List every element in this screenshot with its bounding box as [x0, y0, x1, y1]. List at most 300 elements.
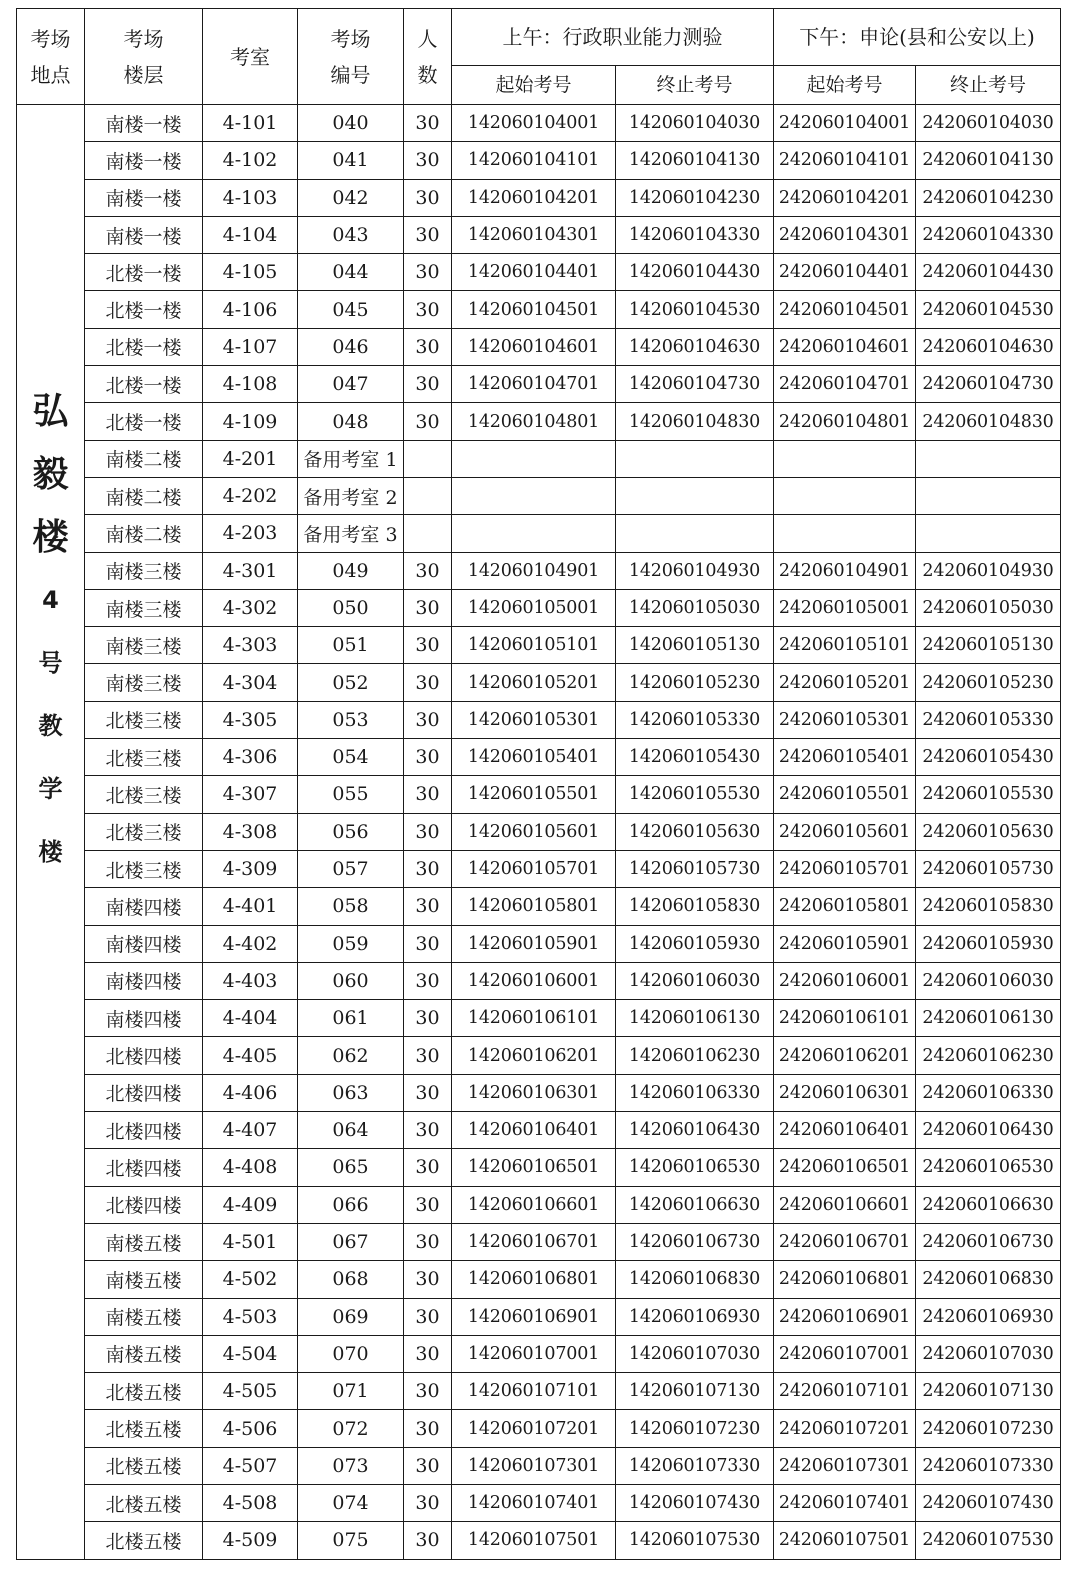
- floor-cell: 南楼一楼: [85, 179, 203, 216]
- morning-end-cell: 142060106030: [616, 962, 774, 999]
- count-cell: 30: [404, 776, 452, 813]
- venue-number-cell: 065: [298, 1149, 404, 1186]
- classroom-cell: 4-501: [203, 1223, 298, 1260]
- morning-start-cell: 142060104801: [452, 403, 616, 440]
- venue-number-cell: 058: [298, 888, 404, 925]
- header-morning-start: 起始考号: [452, 66, 616, 105]
- floor-cell: 北楼五楼: [85, 1410, 203, 1447]
- classroom-cell: 4-507: [203, 1447, 298, 1484]
- classroom-cell: 4-306: [203, 739, 298, 776]
- classroom-cell: 4-409: [203, 1186, 298, 1223]
- venue-name-char: 毅: [32, 453, 69, 495]
- table-row: [17, 291, 1061, 328]
- venue-number-cell: 062: [298, 1037, 404, 1074]
- morning-start-cell: 142060104901: [452, 552, 616, 589]
- count-cell: 30: [404, 1186, 452, 1223]
- afternoon-end-cell: 242060106230: [916, 1037, 1061, 1074]
- venue-number-cell: 070: [298, 1335, 404, 1372]
- morning-end-cell: 142060105230: [616, 664, 774, 701]
- venue-name-char: 弘: [32, 390, 69, 432]
- afternoon-end-cell: 242060106130: [916, 1000, 1061, 1037]
- afternoon-end-cell: 242060105930: [916, 925, 1061, 962]
- afternoon-end-cell: 242060105030: [916, 589, 1061, 626]
- floor-cell: 南楼四楼: [85, 1000, 203, 1037]
- floor-cell: 北楼四楼: [85, 1037, 203, 1074]
- afternoon-start-cell: 242060104501: [774, 291, 916, 328]
- afternoon-end-cell: 242060104130: [916, 142, 1061, 179]
- venue-number-cell: 备用考室 1: [298, 440, 404, 477]
- venue-number-cell: 067: [298, 1223, 404, 1260]
- afternoon-end-cell: 242060107330: [916, 1447, 1061, 1484]
- classroom-cell: 4-407: [203, 1112, 298, 1149]
- floor-cell: 南楼三楼: [85, 664, 203, 701]
- afternoon-start-cell: 242060105501: [774, 776, 916, 813]
- venue-number-cell: 046: [298, 328, 404, 365]
- afternoon-start-cell: 242060106801: [774, 1261, 916, 1298]
- afternoon-end-cell: 242060104730: [916, 366, 1061, 403]
- table-row: [17, 589, 1061, 626]
- afternoon-end-cell: 242060106030: [916, 962, 1061, 999]
- venue-number-cell: 071: [298, 1373, 404, 1410]
- count-cell: 30: [404, 850, 452, 887]
- venue-number-cell: 056: [298, 813, 404, 850]
- morning-end-cell: 142060104030: [616, 105, 774, 142]
- classroom-cell: 4-107: [203, 328, 298, 365]
- afternoon-end-cell: 242060107430: [916, 1484, 1061, 1521]
- count-cell: [404, 477, 452, 514]
- morning-start-cell: 142060106701: [452, 1223, 616, 1260]
- floor-cell: 南楼五楼: [85, 1223, 203, 1260]
- morning-end-cell: 142060105630: [616, 813, 774, 850]
- afternoon-start-cell: [774, 515, 916, 552]
- count-cell: 30: [404, 813, 452, 850]
- afternoon-start-cell: 242060104801: [774, 403, 916, 440]
- afternoon-start-cell: 242060105101: [774, 627, 916, 664]
- morning-start-cell: 142060105401: [452, 739, 616, 776]
- venue-number-cell: 054: [298, 739, 404, 776]
- morning-start-cell: 142060107401: [452, 1484, 616, 1521]
- morning-end-cell: 142060104130: [616, 142, 774, 179]
- afternoon-end-cell: [916, 515, 1061, 552]
- venue-number-cell: 053: [298, 701, 404, 738]
- afternoon-start-cell: 242060106001: [774, 962, 916, 999]
- header-venue-floor: 考场楼层: [85, 9, 203, 105]
- afternoon-start-cell: 242060104301: [774, 216, 916, 253]
- venue-number-cell: 075: [298, 1522, 404, 1559]
- classroom-cell: 4-109: [203, 403, 298, 440]
- morning-start-cell: 142060105701: [452, 850, 616, 887]
- classroom-cell: 4-404: [203, 1000, 298, 1037]
- floor-cell: 北楼一楼: [85, 366, 203, 403]
- morning-end-cell: 142060104730: [616, 366, 774, 403]
- classroom-cell: 4-105: [203, 254, 298, 291]
- venue-name-cell: [17, 105, 85, 1560]
- morning-end-cell: [616, 477, 774, 514]
- table-row: [17, 179, 1061, 216]
- afternoon-start-cell: 242060106401: [774, 1112, 916, 1149]
- classroom-cell: 4-406: [203, 1074, 298, 1111]
- classroom-cell: 4-101: [203, 105, 298, 142]
- classroom-cell: 4-402: [203, 925, 298, 962]
- count-cell: 30: [404, 664, 452, 701]
- count-cell: 30: [404, 179, 452, 216]
- afternoon-start-cell: 242060107501: [774, 1522, 916, 1559]
- floor-cell: 南楼二楼: [85, 477, 203, 514]
- afternoon-start-cell: 242060105701: [774, 850, 916, 887]
- venue-number-cell: 042: [298, 179, 404, 216]
- classroom-cell: 4-305: [203, 701, 298, 738]
- header-venue-location: 考场地点: [17, 9, 85, 105]
- morning-end-cell: [616, 440, 774, 477]
- floor-cell: 北楼三楼: [85, 850, 203, 887]
- count-cell: 30: [404, 589, 452, 626]
- morning-end-cell: 142060107230: [616, 1410, 774, 1447]
- count-cell: 30: [404, 888, 452, 925]
- afternoon-end-cell: [916, 440, 1061, 477]
- afternoon-start-cell: [774, 440, 916, 477]
- morning-start-cell: 142060105501: [452, 776, 616, 813]
- afternoon-start-cell: 242060105901: [774, 925, 916, 962]
- count-cell: [404, 440, 452, 477]
- header-classroom: 考室: [203, 9, 298, 105]
- table-row: [17, 216, 1061, 253]
- afternoon-end-cell: 242060106630: [916, 1186, 1061, 1223]
- classroom-cell: 4-403: [203, 962, 298, 999]
- floor-cell: 南楼五楼: [85, 1261, 203, 1298]
- table-row: [17, 813, 1061, 850]
- floor-cell: 南楼五楼: [85, 1335, 203, 1372]
- morning-start-cell: 142060106901: [452, 1298, 616, 1335]
- morning-end-cell: 142060106930: [616, 1298, 774, 1335]
- morning-end-cell: 142060104430: [616, 254, 774, 291]
- count-cell: 30: [404, 328, 452, 365]
- venue-number-cell: 064: [298, 1112, 404, 1149]
- afternoon-start-cell: 242060104401: [774, 254, 916, 291]
- count-cell: 30: [404, 1223, 452, 1260]
- count-cell: 30: [404, 1112, 452, 1149]
- table-row: [17, 850, 1061, 887]
- venue-number-cell: 074: [298, 1484, 404, 1521]
- afternoon-end-cell: 242060104630: [916, 328, 1061, 365]
- morning-end-cell: 142060106230: [616, 1037, 774, 1074]
- morning-start-cell: [452, 515, 616, 552]
- table-row: [17, 1298, 1061, 1335]
- table-row: [17, 1149, 1061, 1186]
- table-row: [17, 328, 1061, 365]
- header-count: 人数: [404, 9, 452, 105]
- classroom-cell: 4-309: [203, 850, 298, 887]
- count-cell: 30: [404, 1410, 452, 1447]
- afternoon-start-cell: 242060106701: [774, 1223, 916, 1260]
- afternoon-start-cell: 242060107401: [774, 1484, 916, 1521]
- morning-start-cell: 142060106001: [452, 962, 616, 999]
- morning-end-cell: 142060107330: [616, 1447, 774, 1484]
- morning-start-cell: 142060106501: [452, 1149, 616, 1186]
- morning-start-cell: 142060104601: [452, 328, 616, 365]
- floor-cell: 北楼五楼: [85, 1484, 203, 1521]
- floor-cell: 南楼二楼: [85, 440, 203, 477]
- classroom-cell: 4-505: [203, 1373, 298, 1410]
- count-cell: 30: [404, 254, 452, 291]
- table-row: [17, 1223, 1061, 1260]
- floor-cell: 北楼一楼: [85, 291, 203, 328]
- venue-name-char: 4: [42, 585, 59, 614]
- table-row: [17, 1261, 1061, 1298]
- afternoon-start-cell: 242060106901: [774, 1298, 916, 1335]
- morning-start-cell: 142060104001: [452, 105, 616, 142]
- morning-end-cell: 142060105330: [616, 701, 774, 738]
- venue-number-cell: 050: [298, 589, 404, 626]
- morning-start-cell: 142060105801: [452, 888, 616, 925]
- morning-end-cell: 142060105730: [616, 850, 774, 887]
- afternoon-end-cell: 242060104830: [916, 403, 1061, 440]
- morning-end-cell: 142060107130: [616, 1373, 774, 1410]
- afternoon-end-cell: 242060106930: [916, 1298, 1061, 1335]
- floor-cell: 北楼一楼: [85, 403, 203, 440]
- morning-end-cell: 142060106830: [616, 1261, 774, 1298]
- table-row: [17, 1335, 1061, 1372]
- count-cell: 30: [404, 739, 452, 776]
- table-row: [17, 925, 1061, 962]
- floor-cell: 北楼三楼: [85, 776, 203, 813]
- venue-number-cell: 043: [298, 216, 404, 253]
- venue-number-cell: 045: [298, 291, 404, 328]
- floor-cell: 北楼五楼: [85, 1447, 203, 1484]
- afternoon-end-cell: 242060107030: [916, 1335, 1061, 1372]
- venue-number-cell: 060: [298, 962, 404, 999]
- floor-cell: 南楼四楼: [85, 962, 203, 999]
- floor-cell: 南楼三楼: [85, 589, 203, 626]
- venue-number-cell: 052: [298, 664, 404, 701]
- classroom-cell: 4-104: [203, 216, 298, 253]
- afternoon-end-cell: 242060105430: [916, 739, 1061, 776]
- floor-cell: 南楼一楼: [85, 142, 203, 179]
- venue-number-cell: 049: [298, 552, 404, 589]
- table-row: [17, 962, 1061, 999]
- venue-number-cell: 068: [298, 1261, 404, 1298]
- classroom-cell: 4-506: [203, 1410, 298, 1447]
- floor-cell: 北楼四楼: [85, 1112, 203, 1149]
- exam-room-table: [16, 8, 1061, 1560]
- floor-cell: 北楼三楼: [85, 739, 203, 776]
- classroom-cell: 4-106: [203, 291, 298, 328]
- table-row: [17, 1373, 1061, 1410]
- count-cell: 30: [404, 1298, 452, 1335]
- morning-end-cell: 142060106530: [616, 1149, 774, 1186]
- header-morning-end: 终止考号: [616, 66, 774, 105]
- morning-end-cell: 142060106430: [616, 1112, 774, 1149]
- table-row: [17, 627, 1061, 664]
- morning-end-cell: 142060107530: [616, 1522, 774, 1559]
- afternoon-start-cell: 242060106501: [774, 1149, 916, 1186]
- classroom-cell: 4-102: [203, 142, 298, 179]
- venue-name-char: 号: [38, 648, 63, 677]
- floor-cell: 南楼二楼: [85, 515, 203, 552]
- count-cell: 30: [404, 291, 452, 328]
- afternoon-start-cell: 242060106201: [774, 1037, 916, 1074]
- table-row: [17, 776, 1061, 813]
- table-row: [17, 1522, 1061, 1559]
- afternoon-end-cell: 242060104230: [916, 179, 1061, 216]
- morning-start-cell: 142060104301: [452, 216, 616, 253]
- classroom-cell: 4-103: [203, 179, 298, 216]
- morning-start-cell: [452, 440, 616, 477]
- count-cell: 30: [404, 1149, 452, 1186]
- afternoon-end-cell: [916, 477, 1061, 514]
- venue-name-char: 学: [38, 774, 63, 803]
- afternoon-end-cell: 242060105230: [916, 664, 1061, 701]
- floor-cell: 南楼三楼: [85, 552, 203, 589]
- morning-end-cell: 142060104830: [616, 403, 774, 440]
- classroom-cell: 4-303: [203, 627, 298, 664]
- venue-name-char: 楼: [38, 837, 63, 866]
- afternoon-start-cell: 242060105801: [774, 888, 916, 925]
- count-cell: 30: [404, 552, 452, 589]
- table-row: [17, 552, 1061, 589]
- afternoon-start-cell: 242060104701: [774, 366, 916, 403]
- afternoon-end-cell: 242060105630: [916, 813, 1061, 850]
- morning-end-cell: 142060106130: [616, 1000, 774, 1037]
- afternoon-start-cell: 242060106601: [774, 1186, 916, 1223]
- venue-number-cell: 061: [298, 1000, 404, 1037]
- morning-start-cell: 142060106101: [452, 1000, 616, 1037]
- afternoon-start-cell: 242060107301: [774, 1447, 916, 1484]
- classroom-cell: 4-202: [203, 477, 298, 514]
- morning-start-cell: 142060105201: [452, 664, 616, 701]
- table-row: [17, 1186, 1061, 1223]
- floor-cell: 北楼五楼: [85, 1522, 203, 1559]
- morning-end-cell: 142060104230: [616, 179, 774, 216]
- afternoon-start-cell: 242060105301: [774, 701, 916, 738]
- morning-end-cell: [616, 515, 774, 552]
- classroom-cell: 4-503: [203, 1298, 298, 1335]
- afternoon-end-cell: 242060105730: [916, 850, 1061, 887]
- count-cell: 30: [404, 627, 452, 664]
- afternoon-start-cell: 242060105601: [774, 813, 916, 850]
- morning-end-cell: 142060104630: [616, 328, 774, 365]
- morning-end-cell: 142060105430: [616, 739, 774, 776]
- morning-end-cell: 142060105130: [616, 627, 774, 664]
- floor-cell: 南楼五楼: [85, 1298, 203, 1335]
- afternoon-end-cell: 242060104030: [916, 105, 1061, 142]
- classroom-cell: 4-408: [203, 1149, 298, 1186]
- morning-start-cell: 142060106401: [452, 1112, 616, 1149]
- morning-end-cell: 142060105030: [616, 589, 774, 626]
- table-row: [17, 1074, 1061, 1111]
- venue-number-cell: 059: [298, 925, 404, 962]
- morning-end-cell: 142060105930: [616, 925, 774, 962]
- morning-start-cell: 142060104501: [452, 291, 616, 328]
- morning-start-cell: 142060104101: [452, 142, 616, 179]
- table-row: [17, 403, 1061, 440]
- header-afternoon-start: 起始考号: [774, 66, 916, 105]
- classroom-cell: 4-304: [203, 664, 298, 701]
- afternoon-end-cell: 242060104530: [916, 291, 1061, 328]
- morning-start-cell: 142060104201: [452, 179, 616, 216]
- classroom-cell: 4-502: [203, 1261, 298, 1298]
- afternoon-end-cell: 242060107230: [916, 1410, 1061, 1447]
- venue-number-cell: 备用考室 2: [298, 477, 404, 514]
- floor-cell: 南楼三楼: [85, 627, 203, 664]
- table-row: [17, 701, 1061, 738]
- venue-number-cell: 044: [298, 254, 404, 291]
- venue-number-cell: 057: [298, 850, 404, 887]
- count-cell: 30: [404, 1335, 452, 1372]
- afternoon-start-cell: 242060104601: [774, 328, 916, 365]
- afternoon-start-cell: 242060107201: [774, 1410, 916, 1447]
- count-cell: 30: [404, 962, 452, 999]
- morning-end-cell: 142060104930: [616, 552, 774, 589]
- afternoon-start-cell: 242060104101: [774, 142, 916, 179]
- count-cell: 30: [404, 1037, 452, 1074]
- morning-start-cell: 142060106801: [452, 1261, 616, 1298]
- morning-end-cell: 142060107030: [616, 1335, 774, 1372]
- count-cell: 30: [404, 105, 452, 142]
- afternoon-start-cell: 242060107001: [774, 1335, 916, 1372]
- morning-start-cell: 142060105301: [452, 701, 616, 738]
- afternoon-start-cell: 242060104901: [774, 552, 916, 589]
- morning-start-cell: 142060104401: [452, 254, 616, 291]
- afternoon-end-cell: 242060105830: [916, 888, 1061, 925]
- morning-start-cell: 142060107301: [452, 1447, 616, 1484]
- afternoon-start-cell: 242060107101: [774, 1373, 916, 1410]
- morning-start-cell: 142060107101: [452, 1373, 616, 1410]
- floor-cell: 北楼四楼: [85, 1074, 203, 1111]
- count-cell: 30: [404, 403, 452, 440]
- morning-start-cell: 142060105601: [452, 813, 616, 850]
- table-row: [17, 1447, 1061, 1484]
- table-row: [17, 1484, 1061, 1521]
- afternoon-start-cell: 242060105001: [774, 589, 916, 626]
- morning-start-cell: 142060106301: [452, 1074, 616, 1111]
- count-cell: [404, 515, 452, 552]
- morning-start-cell: 142060106201: [452, 1037, 616, 1074]
- venue-name-char: 教: [38, 711, 63, 740]
- afternoon-end-cell: 242060104930: [916, 552, 1061, 589]
- afternoon-end-cell: 242060105130: [916, 627, 1061, 664]
- morning-end-cell: 142060107430: [616, 1484, 774, 1521]
- count-cell: 30: [404, 366, 452, 403]
- classroom-cell: 4-203: [203, 515, 298, 552]
- afternoon-end-cell: 242060106530: [916, 1149, 1061, 1186]
- table-row: [17, 105, 1061, 142]
- classroom-cell: 4-308: [203, 813, 298, 850]
- table-row: [17, 254, 1061, 291]
- table-row: [17, 440, 1061, 477]
- venue-number-cell: 040: [298, 105, 404, 142]
- floor-cell: 南楼四楼: [85, 888, 203, 925]
- floor-cell: 北楼一楼: [85, 328, 203, 365]
- table-body: [17, 105, 1061, 1560]
- table-row: [17, 1112, 1061, 1149]
- venue-number-cell: 041: [298, 142, 404, 179]
- morning-start-cell: 142060107501: [452, 1522, 616, 1559]
- venue-number-cell: 051: [298, 627, 404, 664]
- count-cell: 30: [404, 1074, 452, 1111]
- classroom-cell: 4-405: [203, 1037, 298, 1074]
- morning-end-cell: 142060106330: [616, 1074, 774, 1111]
- afternoon-end-cell: 242060106730: [916, 1223, 1061, 1260]
- table-row: [17, 1037, 1061, 1074]
- count-cell: 30: [404, 1484, 452, 1521]
- classroom-cell: 4-509: [203, 1522, 298, 1559]
- count-cell: 30: [404, 216, 452, 253]
- afternoon-end-cell: 242060105330: [916, 701, 1061, 738]
- classroom-cell: 4-401: [203, 888, 298, 925]
- header-morning-session: 上午：行政职业能力测验: [452, 9, 774, 66]
- floor-cell: 北楼五楼: [85, 1373, 203, 1410]
- venue-number-cell: 055: [298, 776, 404, 813]
